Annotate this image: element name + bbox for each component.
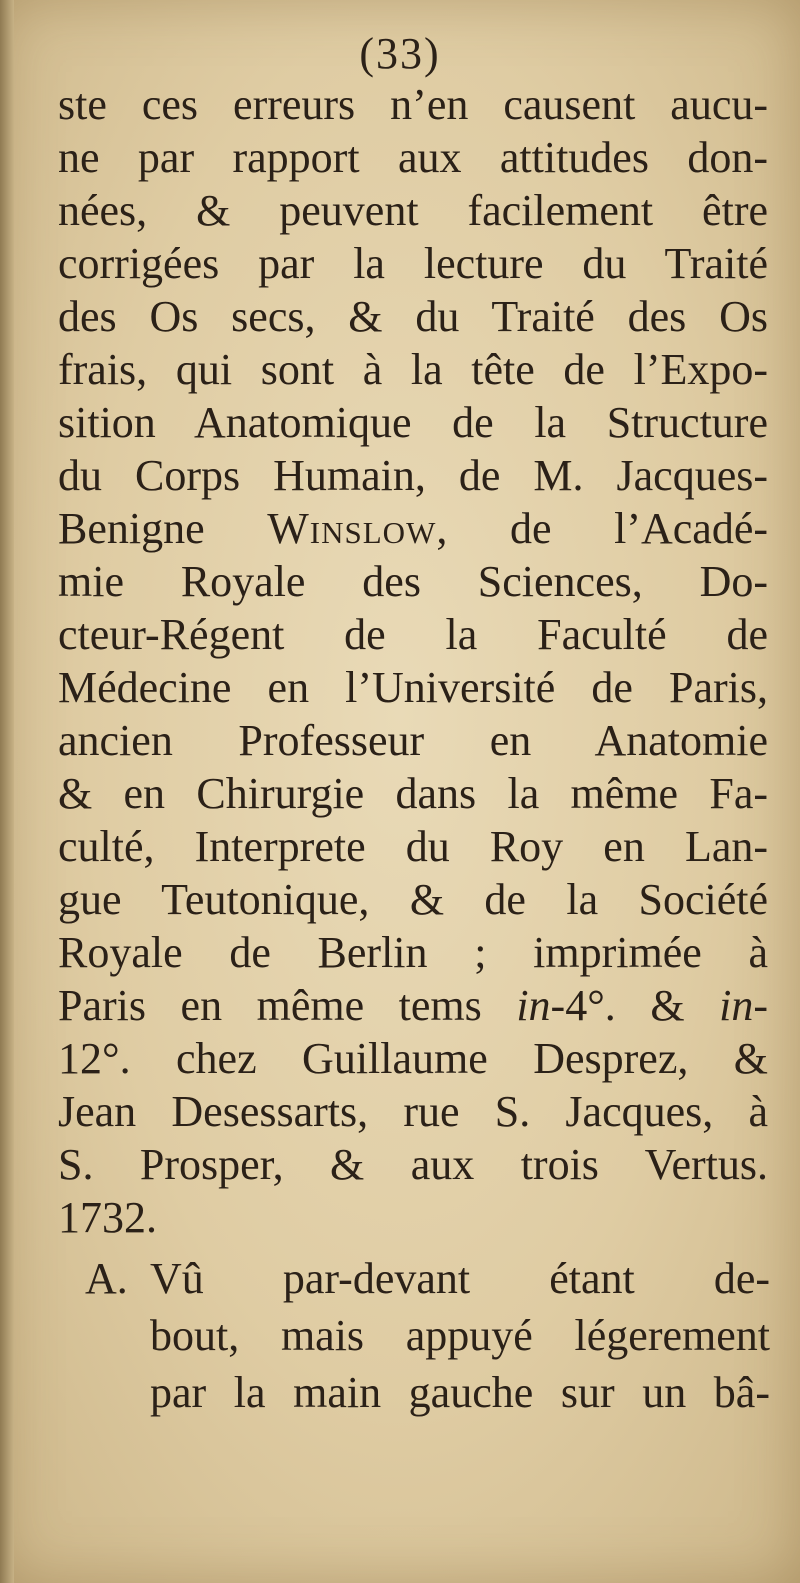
text-line: du Corps Humain, de M. Jacques- — [58, 451, 768, 500]
text-line: culté, Interprete du Roy en Lan- — [58, 822, 768, 871]
text-line: mie Royale des Sciences, Do- — [58, 557, 768, 606]
text-line: 12°. chez Guillaume Desprez, & — [58, 1034, 768, 1083]
text-line: ste ces erreurs n’en causent aucu- — [58, 80, 768, 129]
text-line: nées, & peuvent facilement être — [58, 186, 768, 235]
text-line: ancien Professeur en Anatomie — [58, 716, 768, 765]
page-gutter-shadow — [0, 0, 14, 1583]
italic-format: in — [516, 981, 551, 1030]
text-line: Médecine en l’Université de Paris, — [58, 663, 768, 712]
text-line: Jean Desessarts, rue S. Jacques, à — [58, 1087, 768, 1136]
author-name: Winslow — [267, 504, 437, 553]
text-line: Paris en même tems in-4°. & in- — [58, 981, 768, 1030]
item-description — [150, 1250, 770, 1421]
text-line: gue Teutonique, & de la Société — [58, 875, 768, 924]
text-line: des Os secs, & du Traité des Os — [58, 292, 768, 341]
text-line: par la main gauche sur un bâ- — [150, 1368, 770, 1417]
text-line: S. Prosper, & aux trois Vertus. — [58, 1140, 768, 1189]
item-letter: A. — [85, 1254, 128, 1303]
text-line: Royale de Berlin ; imprimée à — [58, 928, 768, 977]
text-line: bout, mais appuyé légerement — [150, 1311, 770, 1360]
text-line: frais, qui sont à la tête de l’Expo- — [58, 345, 768, 394]
text-line: Benigne Winslow, de l’Acadé- — [58, 504, 769, 553]
page-number: (33) — [359, 29, 441, 78]
text-line: corrigées par la lecture du Traité — [58, 239, 768, 288]
text-line: Vû par-devant étant de- — [150, 1254, 770, 1303]
publication-year: 1732. — [58, 1193, 157, 1242]
text-line: cteur-Régent de la Faculté de — [58, 610, 768, 659]
text-line: & en Chirurgie dans la même Fa- — [58, 769, 768, 818]
text-line: ne par rapport aux attitudes don- — [58, 133, 768, 182]
main-paragraph — [58, 78, 768, 1244]
text-line: sition Anatomique de la Structure — [58, 398, 768, 447]
italic-format: in — [719, 981, 754, 1030]
